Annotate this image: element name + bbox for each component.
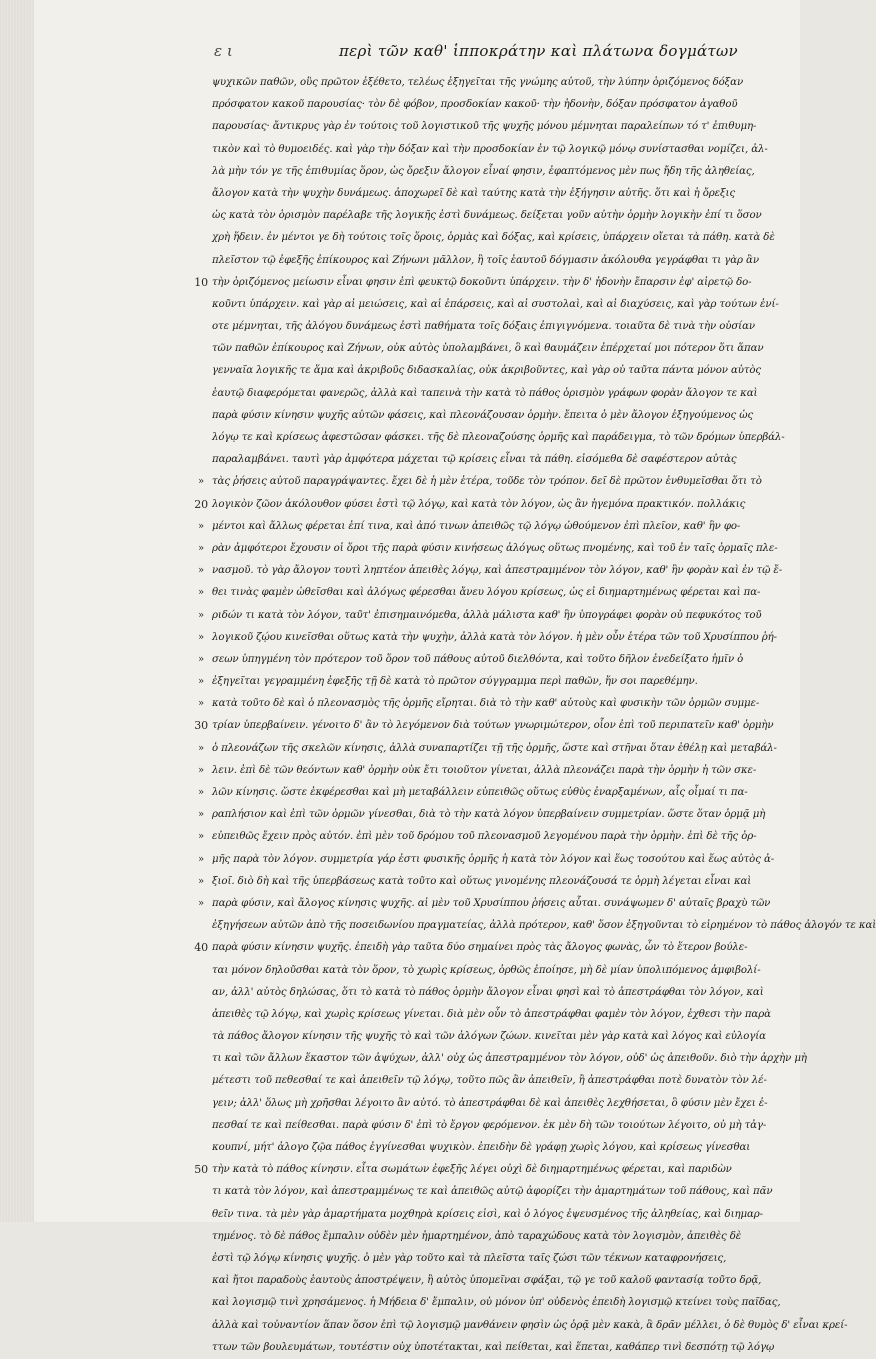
text-line [212,1048,807,1070]
text-line [212,1226,790,1248]
line-text: λογικοῦ ζῴου κινεῖσθαι οὕτως κατὰ τὴν ψυχὴν, ἀλλὰ κατὰ τὸν λόγον. ἡ μὲν οὖν ἑτέρα τῶν τοῦ Χρυσίππου ῥή- [212,631,778,643]
line-text: χρὴ ἥδειν. ἐν μέντοι γε δὴ τούτοις τοῖς ὅροις, ὁρμὰς καὶ δόξας, καὶ κρίσεις, ὑπάρχειν οἴεται τὰ πάθη. κατὰ δὲ [212,232,775,244]
quotation-mark: » [198,809,205,821]
line-text: τὴν κατὰ τὸ πάθος κίνησιν. εἶτα σωμάτων ἐφεξῆς λέγει οὐχὶ δὲ διημαρτημένως φέρεται, καὶ παριδὼν [212,1164,732,1176]
line-text: κουπνί, μήτ' ἀλογο ζῷα πάθος ἐγγίνεσθαι ψυχικὸν. ἐπειδὴν δὲ γράφῃ χωρὶς λόγου, καὶ κρίσεως γίνεσθαι [212,1142,751,1153]
line-text: ριδών τι κατὰ τὸν λόγον, ταῦτ' ἐπισημαινόμεθα, ἀλλὰ μάλιστα καθ' ἣν ὑπογράφει φορὰν οὐ πεφυκότος τοῦ [212,609,762,621]
line-text: μέντοι καὶ ἄλλως φέρεται ἐπί τινα, καὶ ἀπό τινων ἀπειθῶς τῷ λόγῳ ὠθούμενον ἐπὶ πλεῖον, καθ' ἣν φο- [212,520,741,532]
line-text: τὴν ὁριζόμενος μείωσιν εἶναι φησιν ἐπὶ φευκτῷ δοκοῦντι ὑπάρχειν. τὴν δ' ἡδονὴν ἔπαρσιν ἐφ' αἱρετῷ δο- [212,276,752,288]
line-text: πεσθαί τε καὶ πείθεσθαι. παρὰ φύσιν δ' ἐπὶ τὸ ἔργον φερόμενον. ἐκ μὲν δὴ τῶν τοιούτων λέγοιτο, οὐ μὴ τἀγ- [212,1119,767,1131]
line-text: ἑαυτῷ διαφερόμεται φανερῶς, ἀλλὰ καὶ ταπεινὰ τὴν κατὰ τὸ πάθος ὁρισμὸν γράφων φορὰν ἄλογον τε καὶ [212,387,758,399]
text-line [212,360,790,382]
quotation-mark: » [198,831,205,843]
running-head: περὶ τῶν καθ' ἱπποκράτην καὶ πλάτωνα δογμάτων [339,42,738,60]
line-text: ἀλλὰ καὶ τοὐναντίον ἅπαν ὅσον ἐπὶ τῷ λογισμῷ μανθάνειν φησὶν ὡς ὁρᾷ μὲν κακὰ, ἃ δρᾶν μέλλει, ὁ δὲ θυμὸς δ' εἶναι κρεί- [212,1319,848,1331]
text-line [212,205,790,227]
line-text: παραλαμβάνει. ταυτὶ γὰρ ἀμφότερα μάχεται τῷ κρίσεις εἶναι τὰ πάθη. εἰσόμεθα δὲ σαφέστερον αὐτὰς [212,454,737,466]
text-line [198,516,790,538]
text-line [212,1248,790,1270]
text-line [194,272,790,294]
text-line [198,538,790,560]
text-line [198,671,790,693]
line-text: ἄλογον κατὰ τὴν ψυχὴν δυνάμεως. ἀποχωρεῖ δὲ καὶ ταύτης κατὰ τὴν ἐξήγησιν αὐτῆς. ὅτι καὶ ἡ ὄρεξις [212,187,736,199]
line-text: τὰ πάθος ἄλογον κίνησιν τῆς ψυχῆς τὸ καὶ τῶν ἀλόγων ζώων. κινεῖται μὲν γὰρ κατὰ καὶ λόγος καὶ εὐλογία [212,1031,766,1043]
line-text: παρὰ φύσιν κίνησιν ψυχῆς αὐτῶν φάσεις, καὶ πλεονάζουσαν ὁρμὴν. ἔπειτα ὁ μὲν ἄλογον ἐξηγούμενος ὡς [212,409,754,421]
line-text: τῶν παθῶν ἐπίκουρος καὶ Ζήνων, οὐκ αὐτὸς ὑπολαμβάνει, ὃ καὶ θαυμάζειν ἐπέρχεταί μοι πότερον ὅτι ἅπαν [212,343,764,355]
line-text: κατὰ τοῦτο δὲ καὶ ὁ πλεονασμὸς τῆς ὁρμῆς εἴρηται. διὰ τὸ τὴν καθ' αὐτοὺς καὶ φυσικὴν τῶν ὁρμῶν συμμε- [212,698,760,710]
line-number: 20 [194,497,208,511]
text-line [212,383,790,405]
line-text: θει τινὰς φαμὲν ὠθεῖσθαι καὶ ἀλόγως φέρεσθαι ἄνευ λόγου κρίσεως, ὡς εἰ διημαρτημένως φέρεται καὶ πα- [212,587,761,599]
quotation-mark: » [198,631,205,643]
page-header [34,42,800,66]
line-text: οτε μέμνηται, τῆς ἀλόγου δυνάμεως ἐστὶ παθήματα τοῖς δόξαις ἐπιγιγνόμενα. τοιαῦτα δὲ τινὰ τὴν οὐσίαν [212,321,755,333]
text-line [212,405,790,427]
text-line [212,94,790,116]
quotation-mark: » [198,565,205,577]
text-line [212,250,790,272]
text-line [212,1070,790,1092]
line-text: παρουσίας· ἄντικρυς γὰρ ἐν τούτοις τοῦ λογιστικοῦ τῆς ψυχῆς μόνου μέμνηται παραλείπων τό τ' ἐπιθυμη- [212,121,757,133]
text-line [212,1315,848,1337]
quotation-mark: » [198,853,205,865]
text-line [212,1026,790,1048]
text-line [198,893,790,915]
quotation-mark: » [198,676,205,688]
line-text: ττων τῶν βουλευμάτων, τουτέστιν οὐχ ὑποτέτακται, καὶ πείθεται, καὶ ἕπεται, καθάπερ τινὶ δεσπότῃ τῷ λόγῳ [212,1341,775,1353]
text-line [212,427,790,449]
line-text: τρίαν ὑπερβαίνειν. γένοιτο δ' ἂν τὸ λεγόμενον διὰ τούτων γνωριμώτερον, οἷον ἐπὶ τοῦ περιπατεῖν καθ' ὁρμὴν [212,720,774,732]
text-line [194,494,790,516]
line-text: ξιοῖ. διὸ δὴ καὶ τῆς ὑπερβάσεως κατὰ τοῦτο καὶ οὕτως γινομένης πλεονάζουσά τε ὁρμὴ λέγεται εἶναι καὶ [212,875,752,887]
quotation-mark: » [198,875,205,887]
text-line [198,804,790,826]
text-line [212,161,790,183]
line-text: σεων ὑπηγμένη τὸν πρότερον τοῦ ὅρον τοῦ πάθους αὐτοῦ διελθόντα, καὶ τοῦτο δῆλον ἐνεδείξατο ἡμῖν ὁ [212,653,744,665]
line-text: λειν. ἐπὶ δὲ τῶν θεόντων καθ' ὁρμὴν οὐκ ἔτι τοιοῦτον γίνεται, ἀλλὰ πλεονάζει παρὰ τὴν ὁρμὴν ἡ τῶν σκε- [212,764,757,776]
line-text: ἀπειθὲς τῷ λόγῳ, καὶ χωρὶς κρίσεως γίνεται. διὰ μὲν οὖν τὸ ἀπεστράφθαι φαμὲν τὸν λόγον, ἐχθεσι τὴν παρὰ [212,1008,771,1020]
text-line [212,982,790,1004]
text-line [198,627,790,649]
line-text: ται μόνον δηλοῦσθαι κατὰ τὸν ὅρον, τὸ χωρὶς κρίσεως, ὀρθῶς ἐποίησε, μὴ δὲ μίαν ὑπολιπόμενος ἀμφιβολί- [212,964,761,976]
text-line [198,582,790,604]
quotation-mark: » [198,897,205,909]
text-line [212,338,790,360]
quotation-mark: » [198,742,205,754]
line-text: πλεῖστον τῷ ἐφεξῆς ἐπίκουρος καὶ Ζήνωνι μᾶλλον, ἢ τοῖς ἑαυτοῦ δόγμασιν ἀκόλουθα γεγράφθαι τι γὰρ ἂν [212,254,759,266]
text-line [212,1093,790,1115]
text-line [212,1115,790,1137]
text-line [198,738,790,760]
line-text: λῶν κίνησις. ὥστε ἐκφέρεσθαι καὶ μὴ μεταβάλλειν εὐπειθῶς οὕτως εὐθὺς ἐναρξαμένων, αἷς οἶμαί τι πα- [212,787,748,798]
line-number: 40 [194,941,208,955]
line-text: ἐστὶ τῷ λόγῳ κίνησις ψυχῆς. ὁ μὲν γὰρ τοῦτο καὶ τὰ πλεῖστα ταῖς ζώσι τῶν τέκνων καταφρονήσεις, [212,1252,727,1264]
text-line [212,1181,790,1203]
text-line [198,605,790,627]
quotation-mark: » [198,609,205,621]
line-text: ἐξηγεῖται γεγραμμένη ἐφεξῆς τῇ δὲ κατὰ τὸ πρῶτον σύγγραμμα περὶ παθῶν, ἥν σοι παρεθέμην. [212,676,698,688]
quotation-mark: » [198,698,205,710]
text-line [194,1159,790,1181]
quotation-mark: » [198,520,205,532]
text-line [198,871,790,893]
line-text: καὶ ἤτοι παραδοὺς ἑαυτοὺς ἀποστρέψειν, ἢ αὐτὸς ὑπομεῖναι σφάξαι, τῷ γε τοῦ καλοῦ φαντασίᾳ τοῦτο δρᾷ, [212,1275,762,1287]
text-line [212,1004,790,1026]
line-text: τικὸν καὶ τὸ θυμοειδές. καὶ γὰρ τὴν δόξαν καὶ τὴν προσδοκίαν ἐν τῷ λογικῷ μόνῳ συνίστασθαι νομίζει, ἀλ- [212,143,768,155]
text-line [212,1204,790,1226]
text-line [212,227,790,249]
text-line [212,960,790,982]
line-text: λόγῳ τε καὶ κρίσεως ἀφεστῶσαν φάσκει. τῆς δὲ πλεοναζούσης ὁρμῆς καὶ παράδειγμα, τὸ τῶν δρόμων ὑπερβάλ- [212,432,785,443]
text-line [198,782,790,804]
line-text: ραπλήσιον καὶ ἐπὶ τῶν ὁρμῶν γίνεσθαι, διὰ τὸ τὴν κατὰ λόγον ὑπερβαίνειν συμμετρίαν. ὥστε ὅταν ὁρμᾷ μὴ [212,809,766,821]
text-line [198,760,790,782]
quotation-mark: » [198,587,205,599]
text-line [194,937,790,959]
quotation-mark: » [198,764,205,776]
quotation-mark: » [198,653,205,665]
text-line [212,1270,790,1292]
line-text: λογικὸν ζῶον ἀκόλουθον φύσει ἐστὶ τῷ λόγῳ, καὶ κατὰ τὸν λόγον, ὡς ἂν ἡγεμόνα πρακτικόν. πολλάκις [212,498,746,510]
line-text: καὶ λογισμῷ τινὶ χρησάμενος. ἡ Μήδεια δ' ἔμπαλιν, οὐ μόνον ὑπ' οὐδενὸς ἐπειδὴ λογισμῷ κτείνει τοὺς παῖδας, [212,1297,781,1309]
text-line [212,1337,790,1359]
page-fore-edge [0,0,34,1222]
text-line [198,649,790,671]
text-line [198,693,790,715]
quotation-mark: » [198,787,205,798]
text-line [212,139,790,161]
text-line [212,915,876,937]
line-text: ρὰν ἀμφότεροι ἔχουσιν οἱ ὅροι τῆς παρὰ φύσιν κινήσεως ἀλόγως οὕτως πνομένης, καὶ τοῦ ἐν ταῖς ὁρμαῖς πλε- [212,542,778,554]
text-line [212,1292,790,1314]
line-text: ὁ πλεονάζων τῆς σκελῶν κίνησις, ἀλλὰ συναπαρτίζει τῇ τῆς ὁρμῆς, ὥστε καὶ στῆναι ὅταν ἐθέλῃ καὶ μεταβάλ- [212,742,777,754]
folio-number: ε ι [214,42,233,60]
line-text: κοῦντι ὑπάρχειν. καὶ γὰρ αἱ μειώσεις, καὶ αἱ ἐπάρσεις, καὶ αἱ συστολαὶ, καὶ αἱ διαχύσεις, καὶ γὰρ τούτων ἐνί- [212,298,779,310]
body-text [194,72,876,1359]
text-line [212,183,790,205]
line-text: τι κατὰ τὸν λόγον, καὶ ἀπεστραμμένως τε καὶ ἀπειθῶς αὐτῷ ἀφορίζει τὴν ἁμαρτημάτων τοῦ πάθους, καὶ πᾶν [212,1186,773,1198]
quotation-mark: » [198,542,205,554]
line-text: μέτεστι τοῦ πεθεσθαί τε καὶ ἀπειθεῖν τῷ λόγῳ, τοῦτο πῶς ἂν ἀπειθεῖν, ἢ ἀπεστράφθαι ποτὲ δυνατὸν τὸν λέ- [212,1075,767,1087]
line-text: τημένος. τὸ δὲ πάθος ἔμπαλιν οὐδὲν μὲν ἡμαρτημένον, ἀπὸ ταραχώδους κατὰ τὸν λογισμὸν, ἀπειθὲς δὲ [212,1230,742,1242]
text-line [212,449,790,471]
quotation-mark: » [198,476,205,488]
line-number: 10 [194,275,208,289]
text-line [194,715,790,737]
book-page [34,0,876,1353]
text-line [198,560,790,582]
text-line [212,294,790,316]
line-text: τὰς ῥήσεις αὐτοῦ παραγράψαντες. ἔχει δὲ ἡ μὲν ἑτέρα, τοῦδε τὸν τρόπον. δεῖ δὲ πρῶτον ἐνθυμεῖσθαι ὅτι τὸ [212,476,762,488]
text-line [212,1137,790,1159]
line-text: γειν; ἀλλ' ὅλως μὴ χρῆσθαι λέγοιτο ἂν αὐτό. τὸ ἀπεστράφθαι δὲ καὶ ἀπειθὲς λεχθήσεται, ὃ φύσιν μὲν ἔχει ἐ- [212,1097,768,1109]
text-line [198,471,790,493]
line-text: ὡς κατὰ τὸν ὁρισμὸν παρέλαβε τῆς λογικῆς ἐστὶ δυνάμεως. δείξεται γοῦν αὐτὴν ὁρμὴν λογικὴν ἐπί τι ὅσον [212,210,762,222]
text-line [212,316,790,338]
text-line [212,72,790,94]
text-line [212,116,790,138]
text-line [198,826,790,848]
line-text: τι καὶ τῶν ἄλλων ἕκαστον τῶν ἀψύχων, ἀλλ' οὐχ ὡς ἀπεστραμμένον τὸν λόγον, οὐδ' ὡς ἀπειθοῦν. διὸ τὴν ἀρχὴν μὴ [212,1053,807,1065]
line-text: ἐξηγήσεων αὐτῶν ἀπὸ τῆς ποσειδωνίου πραγματείας, ἀλλὰ πρότερον, καθ' ὅσον ἐξηγοῦνται τὸ εἰρημένον τὸ πάθος ἀλογόν τε καὶ [212,920,876,932]
text-line [198,849,790,871]
line-text: εὐπειθῶς ἔχειν πρὸς αὐτόν. ἐπὶ μὲν τοῦ δρόμου τοῦ πλεονασμοῦ λεγομένου παρὰ τὴν ὁρμὴν. ἐπὶ δὲ τῆς ὁρ- [212,831,757,843]
line-text: θεῖν τινα. τὰ μὲν γὰρ ἁμαρτήματα μοχθηρὰ κρίσεις εἰσὶ, καὶ ὁ λόγος ἐψευσμένος τῆς ἀληθείας, καὶ διημαρ- [212,1208,764,1220]
line-text: νασμοῦ. τὸ γὰρ ἄλογον τουτὶ ληπτέον ἀπειθὲς λόγῳ, καὶ ἀπεστραμμένον τὸν λόγον, καθ' ἣν φορὰν καὶ ἐν τῷ ἔ- [212,565,783,577]
line-text: παρὰ φύσιν κίνησιν ψυχῆς. ἐπειδὴ γὰρ ταῦτα δύο σημαίνει πρὸς τὰς ἄλογος φωνὰς, ὧν τὸ ἕτερον βούλε- [212,942,748,954]
line-number: 30 [194,719,208,733]
line-text: πρόσφατον κακοῦ παρουσίας· τὸν δὲ φόβον, προσδοκίαν κακοῦ· τὴν ἡδονὴν, δόξαν πρόσφατον ἀγαθοῦ [212,99,738,111]
line-text: ψυχικῶν παθῶν, οὓς πρῶτον ἐξέθετο, τελέως ἐξηγεῖται τῆς γνώμης αὐτοῦ, τὴν λύπην ὁριζόμενος δόξαν [212,77,744,88]
line-number: 50 [194,1163,208,1177]
line-text: λὰ μὴν τόν γε τῆς ἐπιθυμίας ὅρον, ὡς ὄρεξιν ἄλογον εἶναί φησιν, ἐφαπτόμενος μὲν πως ἤδη τῆς ἀληθείας, [212,165,755,177]
line-text: μῆς παρὰ τὸν λόγον. συμμετρία γάρ ἐστι φυσικῆς ὁρμῆς ἡ κατὰ τὸν λόγον καὶ ἕως τοσούτου καὶ ἕως αὐτὸς ἀ- [212,853,775,865]
line-text: παρὰ φύσιν, καὶ ἄλογος κίνησις ψυχῆς. αἱ μὲν τοῦ Χρυσίππου ῥήσεις αὗται. συνάψωμεν δ' αὐταῖς βραχὺ τῶν [212,897,771,909]
line-text: γενναῖα λογικῆς τε ἅμα καὶ ἀκριβοῦς διδασκαλίας, οὐκ ἀκριβοῦντες, καὶ γὰρ οὐ ταῦτα πάντα μόνον αὐτὸς [212,365,762,377]
line-text: αν, ἀλλ' αὐτὸς δηλώσας, ὅτι τὸ κατὰ τὸ πάθος ὁρμὴν ἄλογον εἶναι φησὶ καὶ τὸ ἀπεστράφθαι τὸν λόγον, καὶ [212,986,764,998]
